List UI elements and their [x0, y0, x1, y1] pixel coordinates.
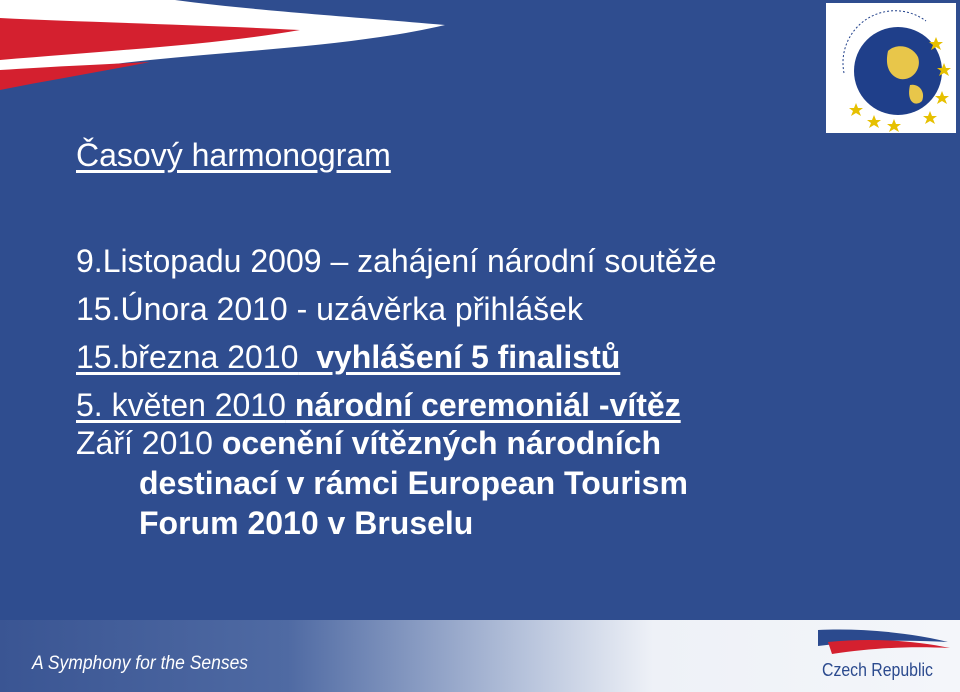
- slide-title: Časový harmonogram: [76, 137, 391, 173]
- schedule-item: [76, 237, 717, 285]
- schedule-date: 9.Listopadu 2009: [76, 243, 322, 279]
- schedule-text-continuation: Forum 2010 v Bruselu: [139, 505, 474, 541]
- brand-name: Czech Republic: [822, 660, 933, 680]
- schedule-item: [76, 333, 717, 381]
- schedule-text: ocenění vítězných národních: [212, 425, 662, 461]
- schedule-text: vyhlášení 5 finalistů: [298, 339, 621, 375]
- schedule-list: [76, 237, 717, 543]
- schedule-date: 15.Února 2010: [76, 291, 288, 327]
- edens-globe-icon: [826, 3, 956, 133]
- schedule-text: národní ceremoniál -vítěz: [285, 387, 681, 423]
- schedule-text: – zahájení národní soutěže: [321, 243, 717, 279]
- schedule-item: [76, 285, 717, 333]
- schedule-item: [76, 381, 717, 429]
- schedule-date: Září 2010: [76, 425, 213, 461]
- schedule-text: - uzávěrka přihlášek: [287, 291, 583, 327]
- schedule-item: [76, 423, 717, 543]
- european-destinations-logo: [826, 3, 956, 133]
- footer-slogan: A Symphony for the Senses: [32, 653, 249, 674]
- schedule-date: 15.března 2010: [76, 339, 299, 375]
- flag-swoosh-graphic: [0, 0, 460, 110]
- schedule-date: 5. květen 2010: [76, 387, 286, 423]
- schedule-text-continuation: destinací v rámci European Tourism: [139, 465, 688, 501]
